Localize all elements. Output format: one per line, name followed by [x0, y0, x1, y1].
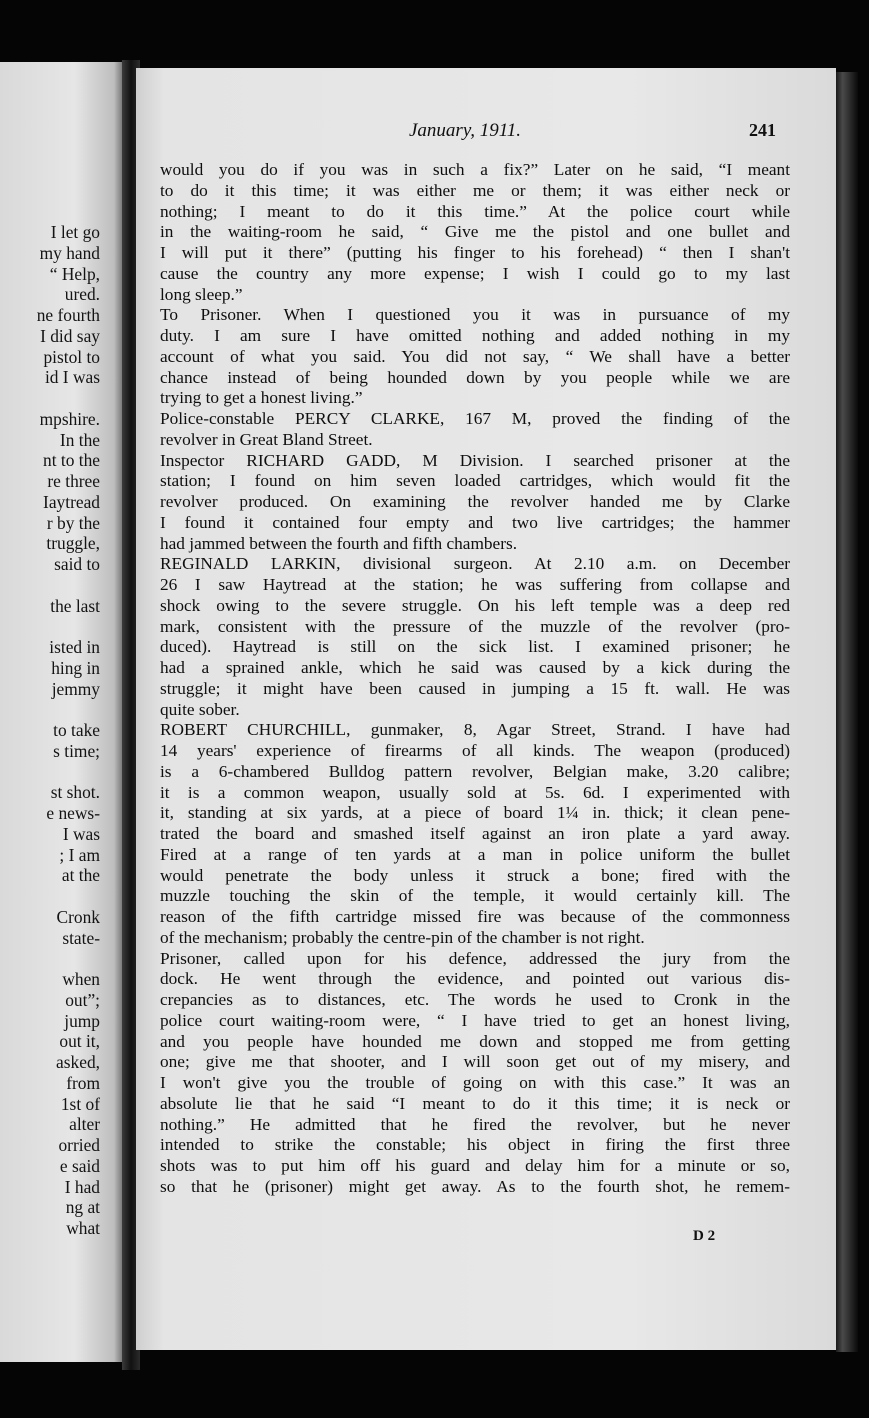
left-page-line: hing in	[51, 657, 100, 678]
body-line: nothing.” He admitted that he fired the revolver, but he never	[160, 1114, 790, 1134]
body-line: crepancies as to distances, etc. The words he used to Cronk in the	[160, 990, 790, 1009]
left-page-line: state-	[62, 927, 100, 948]
left-page-line: out”;	[65, 989, 100, 1010]
left-page-line: e said	[59, 1155, 100, 1176]
body-line: quite sober.	[160, 699, 240, 719]
left-page-line: truggle,	[46, 533, 100, 554]
body-line: Fired at a range of ten yards at a man in police uniform the bullet	[160, 844, 790, 864]
body-line: intended to strike the constable; his object in firing the first three	[160, 1135, 790, 1155]
left-page-line: alter	[69, 1114, 100, 1135]
body-line: absolute lie that he said “I meant to do it this time; it is neck or	[160, 1093, 790, 1113]
left-page-line	[0, 948, 100, 969]
left-page-line: at the	[61, 865, 100, 886]
body-line: cause the country any more expense; I wish I could go to my last	[160, 263, 790, 283]
left-page	[0, 62, 124, 1362]
body-line: long sleep.”	[160, 284, 243, 304]
body-line: police court waiting-room were, “ I have tried to get an honest living,	[160, 1010, 790, 1030]
body-line: nothing; I meant to do it this time.” At the police court while	[160, 201, 790, 221]
left-page-line: the last	[50, 595, 100, 616]
body-line: one; give me that shooter, and I will soon get out of my misery, and	[160, 1052, 790, 1072]
body-line: shock owing to the severe struggle. On his left temple was a deep red	[160, 595, 790, 615]
left-page-line: ne fourth	[36, 305, 100, 325]
body-line: duced). Haytread is still on the sick list. I examined prisoner; he	[160, 637, 790, 657]
body-line: dock. He went through the evidence, and pointed out various dis-	[160, 969, 790, 989]
left-page-line: I let go	[50, 222, 100, 242]
left-page-line: asked,	[56, 1052, 100, 1072]
body-line: To Prisoner. When I questioned you it was in pursuance of my	[160, 305, 790, 325]
body-line: trated the board and smashed itself against an iron plate a yard away.	[160, 824, 790, 843]
body-line: it, standing at six yards, at a piece of board 1¼ in. thick; it clean pene-	[160, 803, 790, 823]
body-line: duty. I am sure I have omitted nothing and added nothing in my	[160, 326, 790, 345]
left-page-line: Iaytread	[43, 491, 100, 512]
left-page-line	[0, 886, 100, 907]
left-page-line	[0, 616, 100, 637]
left-page-line	[0, 699, 100, 720]
left-page-line	[0, 762, 100, 783]
body-line: I found it contained four empty and two live cartridges; the hammer	[160, 512, 790, 532]
body-line: shots was to put him off his guard and delay him for a minute or so,	[160, 1156, 790, 1175]
body-line: Prisoner, called upon for his defence, addressed the jury from the	[160, 948, 790, 968]
left-page-line: mpshire.	[39, 408, 100, 429]
left-page-line: s time;	[53, 740, 100, 761]
body-line: station; I found on him seven loaded cartridges, which would fit the	[160, 471, 790, 491]
body-line: 26 I saw Haytread at the station; he was suffering from collapse and	[160, 575, 790, 594]
left-page-line: 1st of	[60, 1093, 100, 1114]
body-line: Police-constable PERCY CLARKE, 167 M, proved the finding of the	[160, 409, 790, 428]
body-line: trying to get a honest living.”	[160, 388, 363, 408]
left-page-line: jemmy	[51, 678, 100, 699]
body-line: 14 years' experience of firearms of all kinds. The weapon (produced)	[160, 741, 790, 760]
body-line: is a 6-chambered Bulldog pattern revolver, Belgian make, 3.20 calibre;	[160, 761, 790, 781]
body-line: Inspector RICHARD GADD, M Division. I searched prisoner at the	[160, 450, 790, 470]
left-page-line: what	[66, 1218, 100, 1238]
body-line: revolver produced. On examining the revolver handed me by Clarke	[160, 492, 790, 511]
left-page-line: nt to the	[43, 450, 100, 471]
body-text	[160, 160, 790, 1198]
left-page-line	[0, 575, 100, 596]
left-page-line: Cronk	[56, 906, 100, 927]
left-page-line: I was	[62, 823, 100, 844]
page-header	[400, 120, 776, 144]
left-page-line: ; I am	[59, 844, 100, 865]
page-number: 241	[749, 120, 776, 140]
left-page-text	[0, 222, 100, 1239]
body-line: had jammed between the fourth and fifth chambers.	[160, 533, 518, 553]
body-line: in the waiting-room he said, “ Give me the pistol and one bullet and	[160, 222, 790, 242]
left-page-line: when	[62, 969, 100, 989]
body-line: I will put it there” (putting his finger to his forehead) “ then I shan't	[160, 243, 790, 262]
body-line: chance instead of being hounded down by you people while we are	[160, 367, 790, 387]
left-page-line: I had	[64, 1176, 100, 1197]
left-page-line: my hand	[39, 242, 100, 263]
body-line: would you do if you was in such a fix?” Later on he said, “I meant	[160, 160, 790, 179]
body-line: would penetrate the body unless it struck a bone; fired with the	[160, 865, 790, 885]
body-line: ROBERT CHURCHILL, gunmaker, 8, Agar Street, Strand. I have had	[160, 720, 790, 740]
body-line: I won't give you the trouble of going on with this case.” It was an	[160, 1073, 790, 1092]
left-page-line: re three	[47, 471, 100, 491]
left-page-line	[0, 388, 100, 409]
body-line: account of what you said. You did not say, “ We shall have a better	[160, 346, 790, 366]
left-page-line: from	[66, 1072, 100, 1093]
left-page-line: jump	[64, 1010, 100, 1031]
left-page-line: said to	[54, 554, 100, 574]
signature-mark: D 2	[693, 1228, 716, 1244]
left-page-line: id I was	[44, 367, 100, 388]
left-page-line: orried	[58, 1135, 100, 1155]
left-page-line: to take	[53, 720, 100, 740]
running-title: January, 1911.	[409, 120, 522, 141]
left-page-line: pistol to	[43, 346, 100, 367]
body-line: revolver in Great Bland Street.	[160, 429, 373, 449]
body-line: it is a common weapon, usually sold at 5s. 6d. I experimented with	[160, 782, 790, 802]
body-line: to do it this time; it was either me or them; it was either neck or	[160, 180, 790, 200]
left-page-line: “ Help,	[49, 263, 100, 284]
left-page-line: isted in	[49, 637, 100, 657]
body-line: of the mechanism; probably the centre-pin of the chamber is not right.	[160, 927, 645, 947]
left-page-line: st shot.	[50, 782, 100, 803]
left-page-line: e news-	[46, 803, 100, 823]
left-page-line: out it,	[59, 1031, 100, 1052]
left-page-line: I did say	[40, 325, 100, 346]
body-line: and you people have hounded me down and stopped me from getting	[160, 1031, 790, 1051]
body-line: struggle; it might have been caused in jumping a 15 ft. wall. He was	[160, 678, 790, 698]
body-line: muzzle touching the skin of the temple, it would certainly kill. The	[160, 886, 790, 906]
body-line: REGINALD LARKIN, divisional surgeon. At 2.10 a.m. on December	[160, 554, 790, 574]
left-page-line: ured.	[64, 284, 100, 305]
body-line: so that he (prisoner) might get away. As to the fourth shot, he remem-	[160, 1176, 790, 1196]
left-page-line: In the	[59, 429, 100, 450]
body-line: had a sprained ankle, which he said was caused by a kick during the	[160, 658, 790, 677]
body-line: mark, consistent with the pressure of the muzzle of the revolver (pro-	[160, 616, 790, 636]
left-page-line: ng at	[65, 1197, 100, 1218]
body-line: reason of the fifth cartridge missed fire was because of the commonness	[160, 907, 790, 926]
left-page-line: r by the	[46, 512, 100, 533]
page-edge	[836, 72, 858, 1352]
